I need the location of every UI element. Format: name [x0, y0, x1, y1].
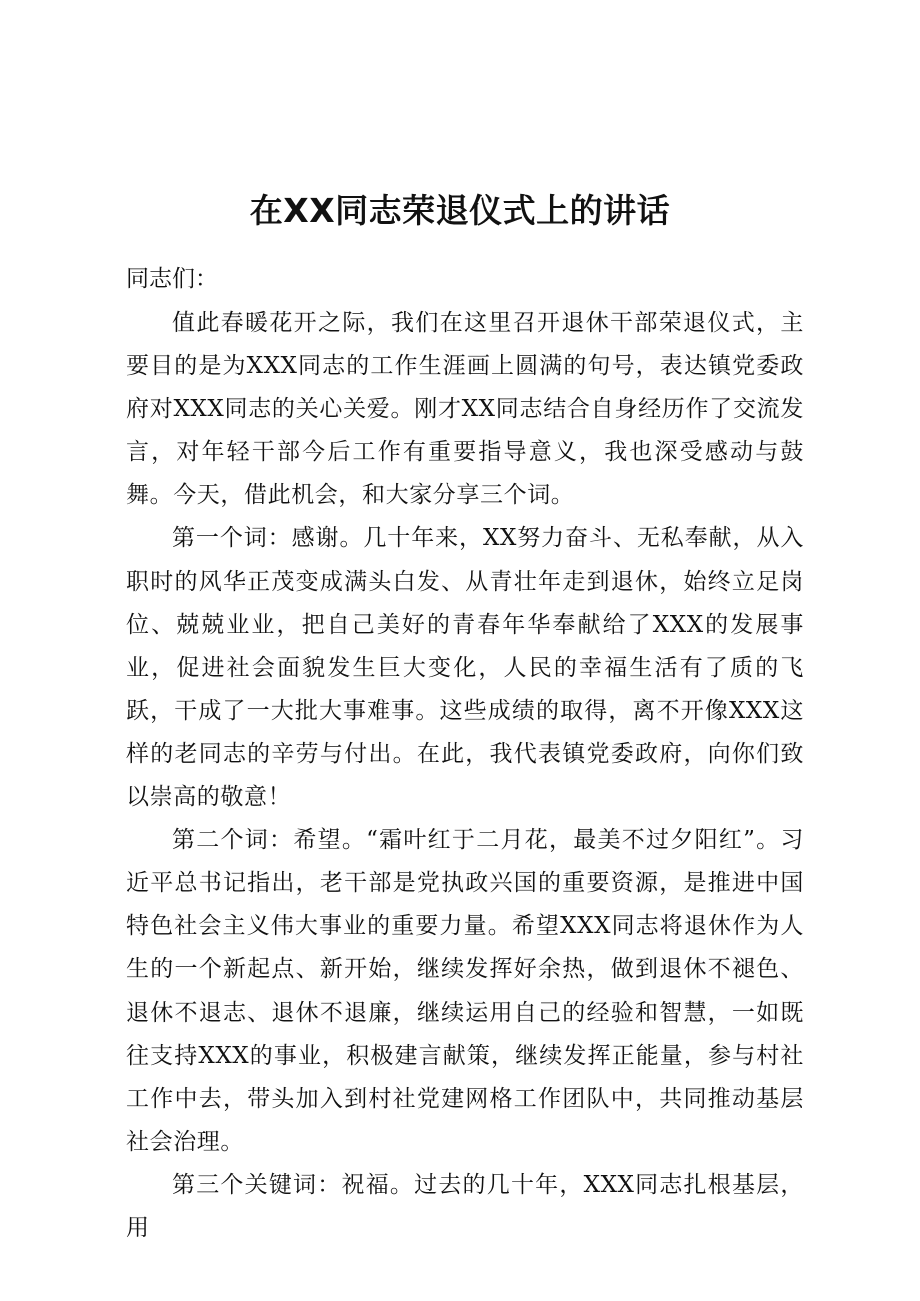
paragraph-second-word-hope: 第二个词：希望。“霜叶红于二月花，最美不过夕阳红”。习近平总书记指出，老干部是党执政兴国的重要资源，是推进中国特色社会主义伟大事业的重要力量。希望XXX同志将退休作为人生的一个新起点、新开始，继续发挥好余热，做到退休不褪色、退休不退志、退休不退廉，继续运用自己的经验和智慧，一如既往支持XXX的事业，积极建言献策，继续发挥正能量，参与村社工作中去，带头加入到村社党建网格工作团队中，共同推动基层社会治理。: [126, 827, 804, 1155]
document-title: 在XX同志荣退仪式上的讲话: [249, 191, 671, 230]
paragraph-opening: 值此春暖花开之际，我们在这里召开退休干部荣退仪式，主要目的是为XXX同志的工作生涯画上圆满的句号，表达镇党委政府对XXX同志的关心关爱。刚才XX同志结合自身经历作了交流发言，对年轻干部今后工作有重要指导意义，我也深受感动与鼓舞。今天，借此机会，和大家分享三个词。: [126, 310, 804, 509]
speech-body: [126, 302, 804, 1250]
paragraph-third-word-blessing: 第三个关键词：祝福。过去的几十年，XXX同志扎根基层，用: [126, 1171, 804, 1241]
paragraph-first-word-thanks: 第一个词：感谢。几十年来，XX努力奋斗、无私奉献，从入职时的风华正茂变成满头白发、从青壮年走到退休，始终立足岗位、兢兢业业，把自己美好的青春年华奉献给了XXX的发展事业，促进社会面貌发生巨大变化，人民的幸福生活有了质的飞跃，干成了一大批大事难事。这些成绩的取得，离不开像XXX这样的老同志的辛劳与付出。在此，我代表镇党委政府，向你们致以崇高的敬意！: [126, 525, 804, 811]
salutation: 同志们：: [126, 266, 218, 292]
